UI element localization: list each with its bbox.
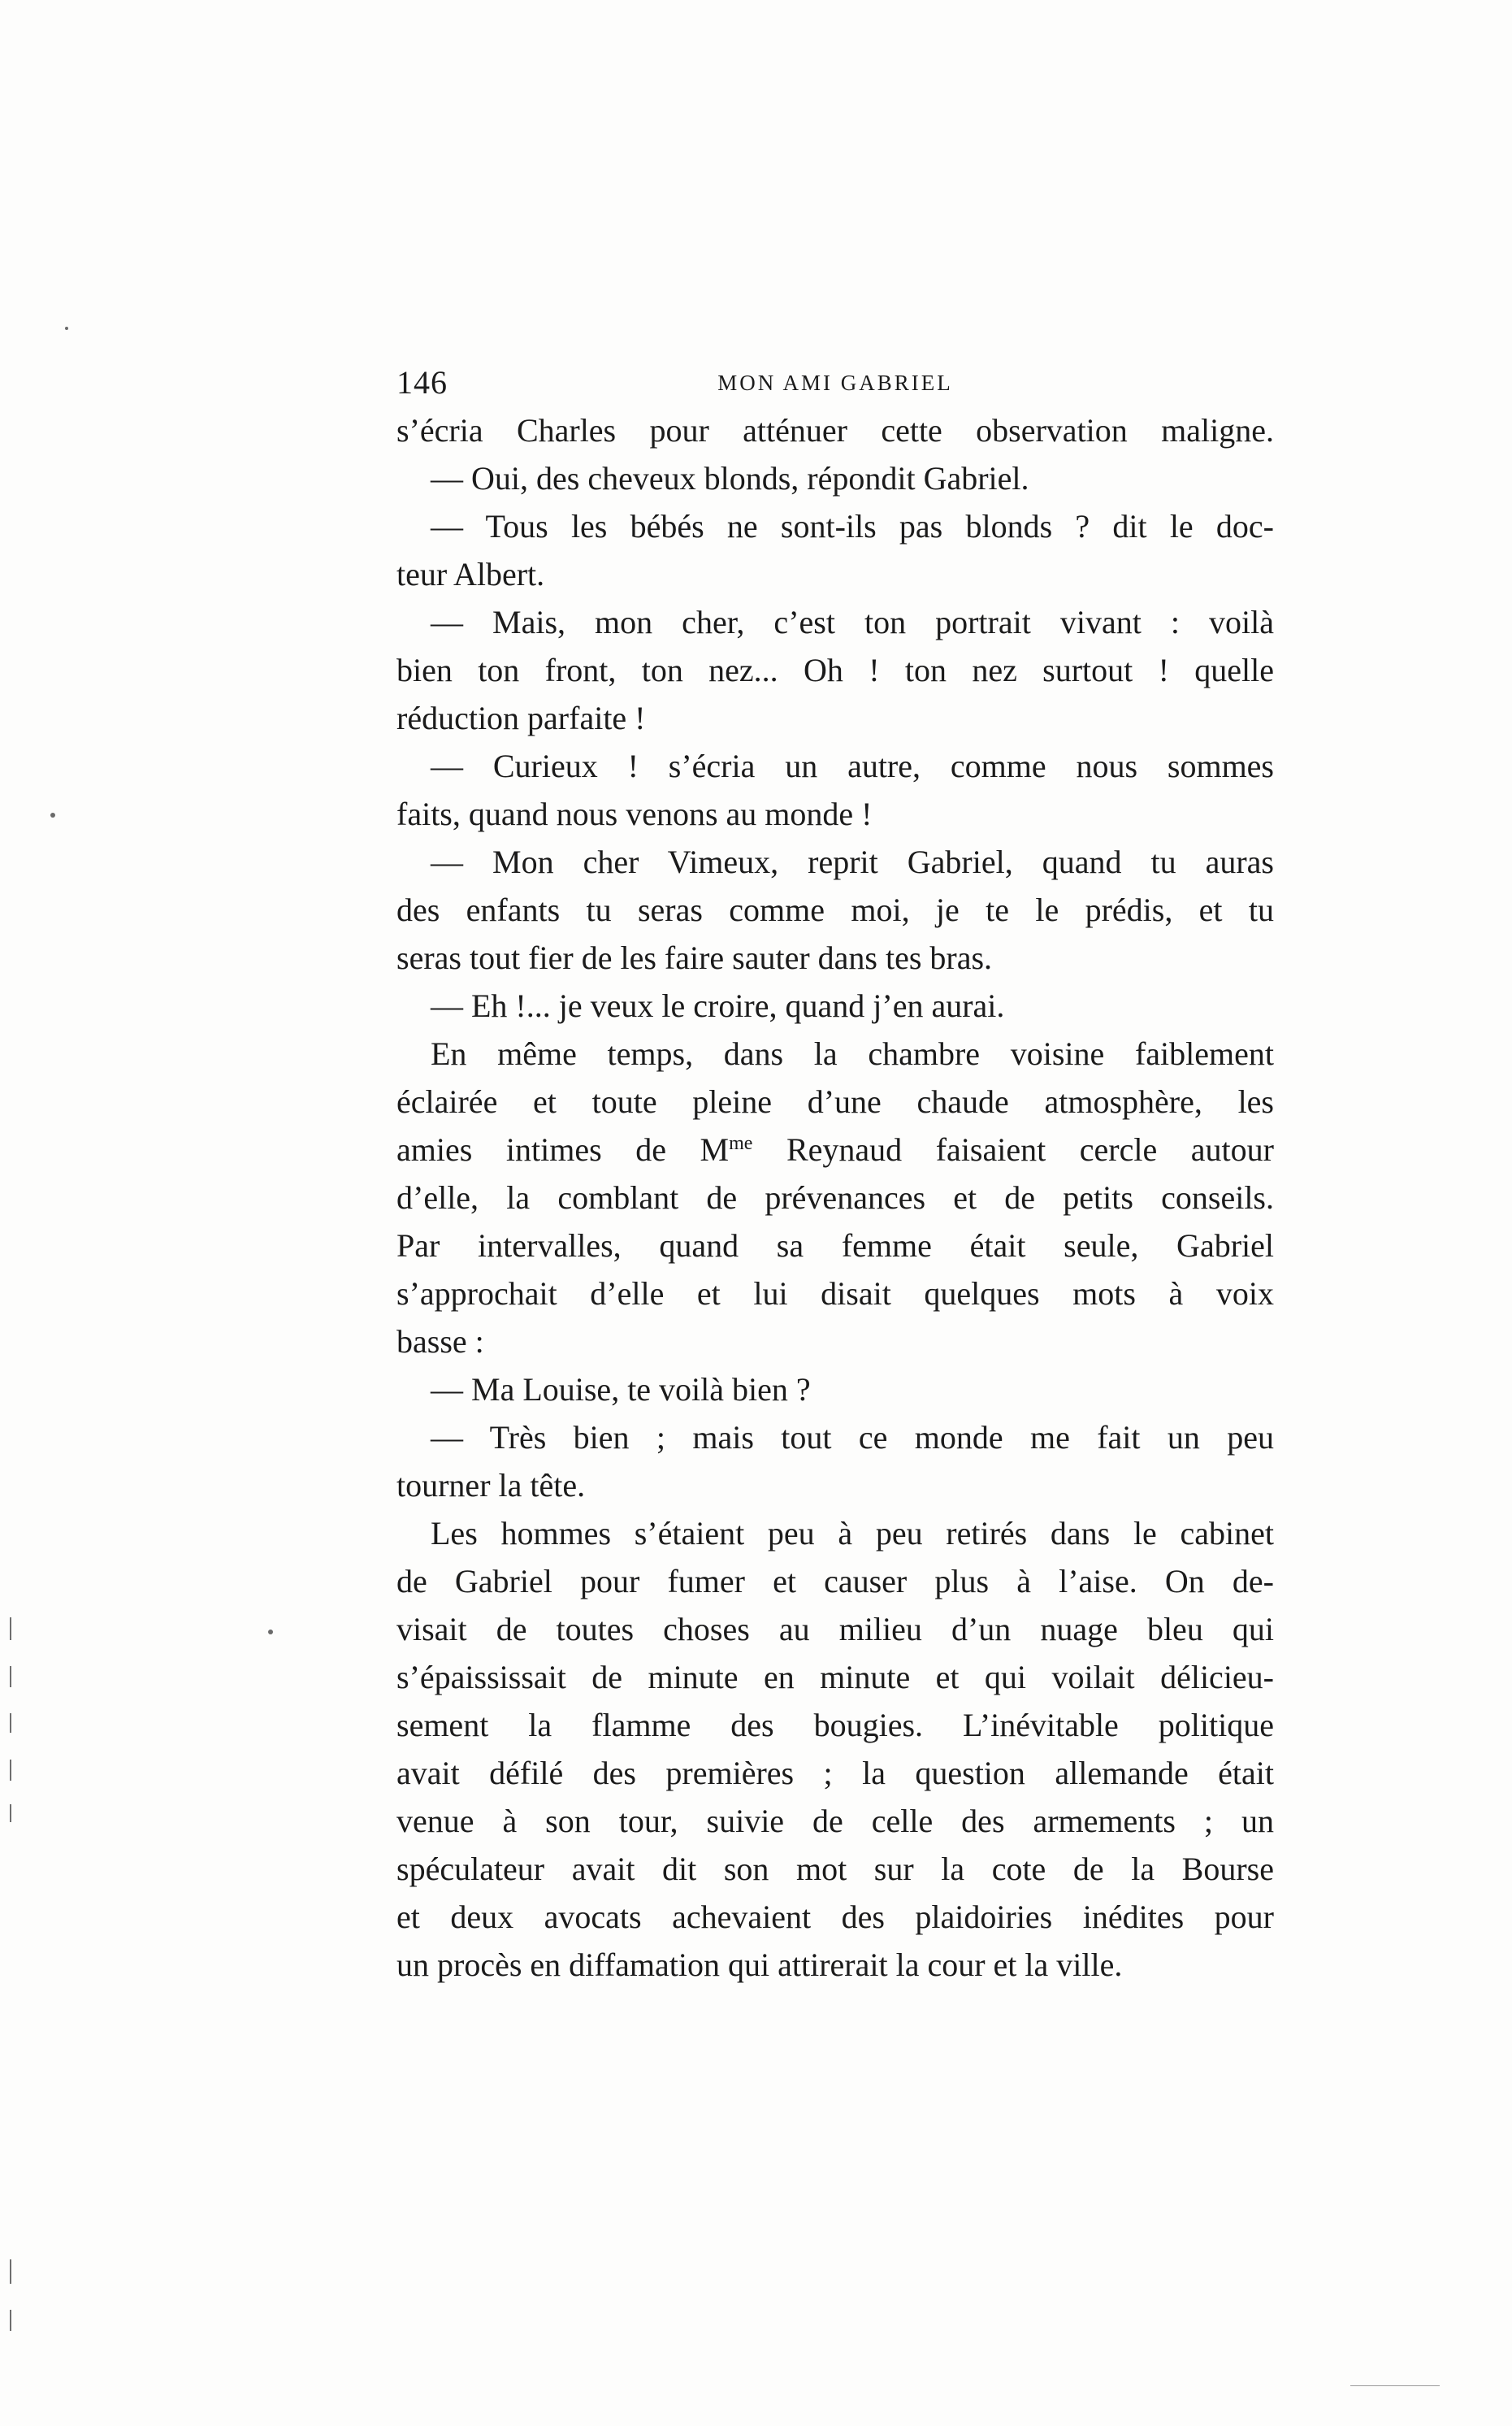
text-line: spéculateur avait dit son mot sur la cote de la Bourse	[396, 1851, 1274, 1887]
scan-margin-mark	[10, 2310, 11, 2331]
scan-margin-mark	[10, 1760, 11, 1781]
text-line: Par intervalles, quand sa femme était seule, Gabriel	[396, 1227, 1274, 1264]
text-line: s’épaississait de minute en minute et qui voilait délicieu-	[396, 1659, 1274, 1695]
scan-margin-mark	[10, 1617, 11, 1640]
text-segment: Reynaud faisaient cercle autour	[752, 1131, 1274, 1168]
text-line: faits, quand nous venons au monde !	[396, 796, 873, 832]
text-line: de Gabriel pour fumer et causer plus à l’aise. On de-	[396, 1563, 1274, 1599]
text-line: visait de toutes choses au milieu d’un nuage bleu qui	[396, 1611, 1274, 1647]
scan-bottom-rule	[1350, 2385, 1440, 2386]
text-line: basse :	[396, 1323, 484, 1360]
text-line: — Eh !... je veux le croire, quand j’en aurai.	[431, 987, 1005, 1024]
running-title: MON AMI GABRIEL	[717, 371, 953, 395]
text-line: Les hommes s’étaient peu à peu retirés dans le cabinet	[431, 1515, 1274, 1552]
scan-margin-mark	[10, 1713, 11, 1733]
text-line: — Mais, mon cher, c’est ton portrait vivant : voilà	[431, 604, 1274, 640]
text-line: — Curieux ! s’écria un autre, comme nous sommes	[431, 748, 1274, 784]
text-line: tourner la tête.	[396, 1467, 586, 1504]
scan-speck	[65, 327, 68, 330]
text-line: éclairée et toute pleine d’une chaude atmosphère, les	[396, 1083, 1274, 1120]
text-segment: amies intimes de M	[396, 1131, 730, 1168]
scan-speck	[268, 1630, 273, 1634]
text-line: venue à son tour, suivie de celle des armements ; un	[396, 1803, 1274, 1839]
scan-margin-mark	[10, 1804, 11, 1822]
body-text	[396, 406, 1274, 1989]
text-line: seras tout fier de les faire sauter dans tes bras.	[396, 940, 993, 976]
text-line: réduction parfaite !	[396, 700, 646, 736]
scan-speck	[50, 813, 55, 818]
scan-margin-mark	[10, 1666, 11, 1687]
text-line: bien ton front, ton nez... Oh ! ton nez surtout ! quelle	[396, 652, 1274, 688]
text-line: — Très bien ; mais tout ce monde me fait un peu	[431, 1419, 1274, 1456]
page-number: 146	[396, 364, 448, 401]
superscript: me	[729, 1133, 753, 1154]
text-line: teur Albert.	[396, 556, 545, 592]
text-line: des enfants tu seras comme moi, je te le prédis, et tu	[396, 892, 1274, 928]
scan-margin-mark	[10, 2259, 11, 2284]
text-line: En même temps, dans la chambre voisine faiblement	[431, 1035, 1274, 1072]
text-line: et deux avocats achevaient des plaidoiries inédites pour	[396, 1899, 1274, 1935]
running-head	[396, 362, 1274, 403]
text-line: sement la flamme des bougies. L’inévitable politique	[396, 1707, 1274, 1743]
text-line: s’approchait d’elle et lui disait quelques mots à voix	[396, 1275, 1274, 1312]
text-line: — Ma Louise, te voilà bien ?	[431, 1371, 811, 1408]
text-line: s’écria Charles pour atténuer cette observation maligne.	[396, 412, 1274, 449]
text-line: — Mon cher Vimeux, reprit Gabriel, quand tu auras	[431, 844, 1274, 880]
text-line: un procès en diffamation qui attirerait la cour et la ville.	[396, 1946, 1123, 1983]
text-line-with-superscript	[396, 1126, 1274, 1174]
text-line: d’elle, la comblant de prévenances et de petits conseils.	[396, 1179, 1274, 1216]
text-line: avait défilé des premières ; la question allemande était	[396, 1755, 1274, 1791]
text-line: — Oui, des cheveux blonds, répondit Gabriel.	[431, 460, 1029, 497]
text-line: — Tous les bébés ne sont-ils pas blonds ? dit le doc-	[431, 508, 1274, 545]
